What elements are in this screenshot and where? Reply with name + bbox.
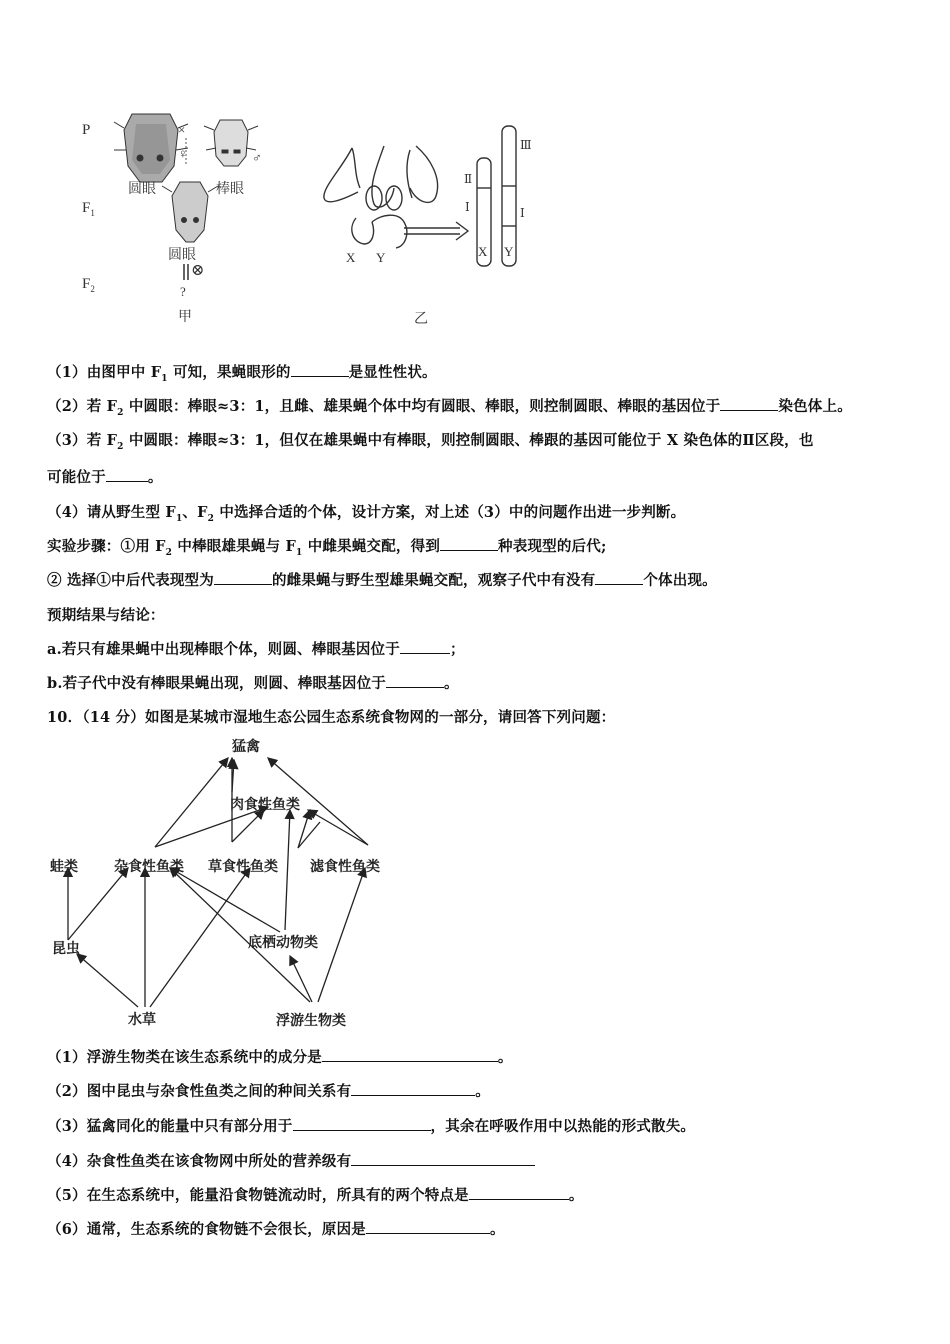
node-insect: 昆虫	[52, 941, 80, 957]
node-omnivore-fish: 杂食性鱼类	[114, 859, 184, 875]
generation-f2-label: $F_2$	[82, 276, 95, 294]
answer-blank[interactable]	[366, 1220, 490, 1234]
q10-answer-3: （3）猛禽同化的能量中只有部分用于 ，其余在呼吸作用中以热能的形式散失。	[47, 1118, 696, 1135]
q9-line-10: b.若子代中没有棒眼果蝇出现，则圆、棒眼基因位于 。	[47, 675, 459, 692]
region-i-left-label: Ⅰ	[465, 200, 470, 214]
cross-symbol: ×	[178, 122, 186, 137]
region-iii-label: Ⅲ	[520, 138, 532, 152]
node-plankton: 浮游生物类	[276, 1013, 346, 1029]
chromosome-illustration	[312, 118, 552, 333]
answer-blank[interactable]	[720, 397, 778, 411]
unknown-mark: ?	[180, 284, 186, 299]
answer-blank[interactable]	[440, 537, 498, 551]
caption-jia: 甲	[178, 310, 192, 325]
answer-blank[interactable]	[351, 1152, 535, 1166]
answer-blank[interactable]	[595, 571, 643, 585]
selfing-symbol: ⊗	[191, 262, 205, 279]
figure-yi	[312, 118, 552, 333]
q10-answer-1: （1）浮游生物类在该生态系统中的成分是 。	[47, 1049, 513, 1066]
q9-line-2: （2）若 $F_2$ 中圆眼：棒眼≈3：1，且雌、雄果蝇个体中均有圆眼、棒眼，则控制圆眼、棒眼的基因位于 染色体上。	[47, 398, 852, 418]
answer-blank[interactable]	[293, 1117, 431, 1131]
region-ii-label: Ⅱ	[464, 172, 473, 186]
answer-blank[interactable]	[214, 571, 272, 585]
p-round-eye-label: 圆眼	[128, 182, 156, 197]
q9-line-3: （3）若 $F_2$ 中圆眼：棒眼≈3：1，但仅在雄果蝇中有棒眼，则控制圆眼、棒跟的基因可能位于 X 染色体的Ⅱ区段，也	[47, 432, 814, 452]
generation-f1-label: $F_1$	[82, 200, 95, 218]
answer-blank[interactable]	[469, 1186, 569, 1200]
chrom-y-right-label: Y	[504, 244, 514, 259]
region-i-right-label: Ⅰ	[520, 206, 525, 220]
q9-line-1: （1）由图甲中 $F_1$ 可知，果蝇眼形的 是显性性状。	[47, 364, 437, 384]
q9-line-9: a.若只有雄果蝇中出现棒眼个体，则圆、棒眼基因位于 ；	[47, 641, 465, 658]
q9-line-7: ② 选择①中后代表现型为 的雌果蝇与野生型雄果蝇交配，观察子代中有没有 个体出现。	[47, 572, 717, 589]
q9-line-5: （4）请从野生型 $F_1$、$F_2$ 中选择合适的个体，设计方案，对上述（3）中的问题作出进一步判断。	[47, 504, 686, 524]
answer-blank[interactable]	[351, 1082, 475, 1096]
node-aquatic-plant: 水草	[128, 1012, 156, 1028]
f1-fly	[162, 182, 218, 242]
q9-line-4: 可能位于 。	[47, 469, 163, 486]
f1-round-eye-label: 圆眼	[168, 248, 196, 263]
chrom-y-left-label: Y	[376, 250, 386, 265]
generation-p-label: P	[82, 122, 91, 138]
q9-line-6: 实验步骤：①用 $F_2$ 中棒眼雄果蝇与 $F_1$ 中雌果蝇交配，得到 种表现型的后代;	[47, 538, 607, 558]
node-herbivore-fish: 草食性鱼类	[208, 859, 278, 875]
q9-line-8: 预期结果与结论：	[47, 607, 165, 624]
node-benthic: 底栖动物类	[248, 935, 318, 951]
node-carnivore-fish: 肉食性鱼类	[230, 797, 300, 813]
node-filter-fish: 滤食性鱼类	[310, 859, 380, 875]
q10-answer-5: （5）在生态系统中，能量沿食物链流动时，所具有的两个特点是 。	[47, 1187, 584, 1204]
figure-jia	[70, 100, 300, 340]
q10-answer-6: （6）通常，生态系统的食物链不会很长，原因是 。	[47, 1221, 505, 1238]
q10-answer-2: （2）图中昆虫与杂食性鱼类之间的种间关系有 。	[47, 1083, 490, 1100]
caption-yi: 乙	[414, 312, 428, 327]
p-female-fly	[114, 114, 188, 182]
answer-blank[interactable]	[291, 363, 349, 377]
food-web-diagram	[0, 730, 420, 1035]
male-symbol: ♂	[252, 150, 262, 165]
node-frog: 蛙类	[50, 859, 78, 875]
answer-blank[interactable]	[106, 468, 148, 482]
answer-blank[interactable]	[322, 1048, 498, 1062]
q10-answer-4: （4）杂食性鱼类在该食物网中所处的营养级有	[47, 1150, 535, 1171]
p-bar-eye-label: 棒眼	[216, 182, 244, 197]
female-symbol: ♀	[178, 146, 188, 161]
chrom-x-right-label: X	[478, 244, 488, 259]
chrom-x-left-label: X	[346, 250, 356, 265]
p-male-fly	[204, 120, 258, 166]
answer-blank[interactable]	[386, 674, 444, 688]
food-web-arrows	[0, 730, 420, 1035]
answer-blank[interactable]	[400, 640, 450, 654]
node-raptor: 猛禽	[232, 739, 260, 755]
q10-header: 10．（14 分）如图是某城市湿地生态公园生态系统食物网的一部分，请回答下列问题：	[47, 709, 616, 726]
